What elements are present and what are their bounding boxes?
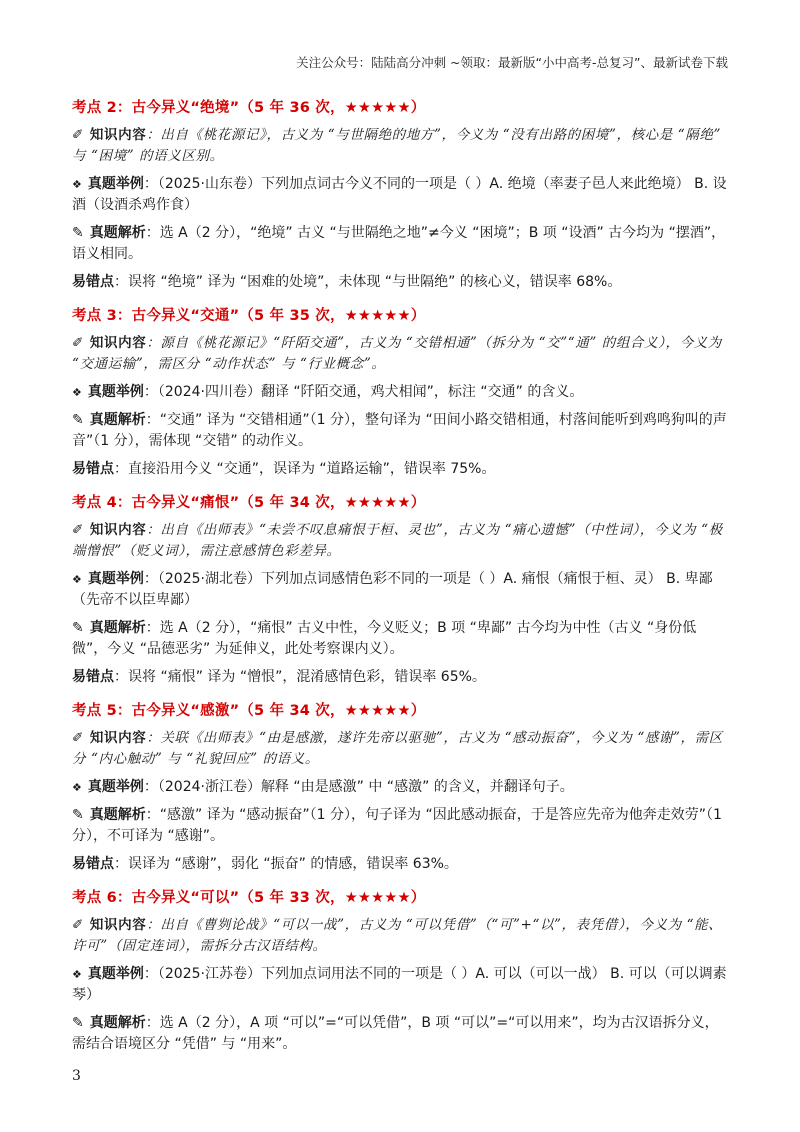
- mistake-text: ：误将 “痛恨” 译为 “憎恨”，混淆感情色彩，错误率 65%。: [114, 669, 486, 685]
- section-heading: 考点 3：古今异义“交通”（5 年 35 次，★★★★★）: [72, 308, 426, 324]
- example-text: ：（2024·四川卷）翻译 “阡陌交通，鸡犬相闻”，标注 “交通” 的含义。: [143, 384, 584, 400]
- knowledge-label: 知识内容: [89, 730, 147, 746]
- example-label: 真题举例: [87, 966, 144, 982]
- section-heading: 考点 6：古今异义“可以”（5 年 33 次，★★★★★）: [72, 890, 426, 906]
- analysis-label: 真题解析: [89, 412, 146, 428]
- knowledge-text: ：出自《曹刿论战》“可以一战”，古义为 “可以凭借”（“可”+“以”，表凭借），今义为 “能、许可”（固定连词），需拆分古汉语结构。: [72, 917, 723, 954]
- mistake-label: 易错点: [72, 274, 114, 290]
- diamond-icon: ❖: [72, 781, 82, 794]
- page-header: 关注公众号：陆陆高分冲刺 ~领取：最新版“小中高考-总复习”、最新试卷下载: [296, 55, 728, 70]
- example-label: 真题举例: [87, 779, 144, 795]
- pencil-icon: ✐: [72, 127, 84, 143]
- pen-icon: ✎: [72, 412, 84, 428]
- document-body: [72, 96, 730, 1066]
- analysis-row: [72, 618, 730, 660]
- mistake-label: 易错点: [72, 461, 114, 477]
- pencil-icon: ✐: [72, 917, 84, 933]
- example-row: [72, 964, 730, 1006]
- knowledge-row: [72, 728, 730, 770]
- example-row: [72, 174, 730, 216]
- page-number: 3: [72, 1068, 81, 1084]
- knowledge-text: ：源自《桃花源记》“阡陌交通”，古义为 “交错相通”（拆分为 “交”“通” 的组合义），今义为 “交通运输”，需区分 “动作状态” 与 “行业概念”。: [72, 335, 722, 372]
- section-gan-ji: [72, 699, 730, 875]
- analysis-label: 真题解析: [89, 225, 146, 241]
- pen-icon: ✎: [72, 225, 84, 241]
- knowledge-row: [72, 520, 730, 562]
- analysis-row: [72, 223, 730, 265]
- diamond-icon: ❖: [72, 573, 82, 586]
- analysis-row: [72, 1013, 730, 1055]
- mistake-label: 易错点: [72, 856, 114, 872]
- analysis-text: ：“交通” 译为 “交错相通”（1 分），整句译为 “田间小路交错相通，村落间能听到鸡鸣狗叫的声音”（1 分），需体现 “交错” 的动作义。: [72, 412, 727, 449]
- pen-icon: ✎: [72, 1015, 84, 1031]
- analysis-row: [72, 410, 730, 452]
- analysis-row: [72, 805, 730, 847]
- analysis-label: 真题解析: [89, 807, 146, 823]
- knowledge-text: ：出自《桃花源记》，古义为 “与世隔绝的地方”，今义为 “没有出路的困境”，核心是 “隔绝” 与 “困境” 的语义区别。: [72, 127, 721, 164]
- example-row: [72, 777, 730, 798]
- pen-icon: ✎: [72, 807, 84, 823]
- knowledge-label: 知识内容: [89, 335, 147, 351]
- mistake-text: ：直接沿用今义 “交通”，误译为 “道路运输”，错误率 75%。: [114, 461, 496, 477]
- analysis-text: ：选 A（2 分），“痛恨” 古义中性，今义贬义；B 项 “卑鄙” 古今均为中性（古义 “身份低微”，今义 “品德恶劣” 为延伸义，此处考察课内义）。: [72, 620, 697, 657]
- section-tong-hen: [72, 491, 730, 688]
- knowledge-label: 知识内容: [89, 917, 147, 933]
- analysis-text: ：“感激” 译为 “感动振奋”（1 分），句子译为 “因此感动振奋，于是答应先帝为他奔走效劳”（1 分），不可译为 “感谢”。: [72, 807, 722, 844]
- example-label: 真题举例: [87, 384, 144, 400]
- mistake-row: [72, 667, 730, 688]
- pencil-icon: ✐: [72, 335, 84, 351]
- mistake-text: ：误将 “绝境” 译为 “困难的处境”，未体现 “与世隔绝” 的核心义，错误率 68%。: [114, 274, 622, 290]
- example-text: ：（2025·山东卷）下列加点词古今义不同的一项是（ ）A. 绝境（率妻子邑人来此绝境） B. 设酒（设酒杀鸡作食）: [72, 176, 727, 213]
- mistake-label: 易错点: [72, 669, 114, 685]
- section-jiao-tong: [72, 304, 730, 480]
- knowledge-label: 知识内容: [89, 127, 147, 143]
- knowledge-row: [72, 915, 730, 957]
- mistake-text: ：误译为 “感谢”，弱化 “振奋” 的情感，错误率 63%。: [114, 856, 458, 872]
- analysis-text: ：选 A（2 分），A 项 “可以”=“可以凭借”，B 项 “可以”=“可以用来”，均为古汉语拆分义，需结合语境区分 “凭借” 与 “用来”。: [72, 1015, 719, 1052]
- section-jue-jing: [72, 96, 730, 293]
- analysis-label: 真题解析: [89, 620, 146, 636]
- example-row: [72, 569, 730, 611]
- mistake-row: [72, 272, 730, 293]
- section-heading: 考点 2：古今异义“绝境”（5 年 36 次，★★★★★）: [72, 100, 426, 116]
- knowledge-text: ：出自《出师表》“未尝不叹息痛恨于桓、灵也”，古义为 “痛心遗憾”（中性词），今义为 “极端憎恨”（贬义词），需注意感情色彩差异。: [72, 522, 723, 559]
- section-ke-yi: [72, 886, 730, 1055]
- knowledge-label: 知识内容: [89, 522, 147, 538]
- mistake-row: [72, 854, 730, 875]
- mistake-row: [72, 459, 730, 480]
- knowledge-text: ：关联《出师表》“由是感激，遂许先帝以驱驰”，古义为 “感动振奋”，今义为 “感谢”，需区分 “内心触动” 与 “礼貌回应” 的语义。: [72, 730, 723, 767]
- example-label: 真题举例: [87, 176, 144, 192]
- pencil-icon: ✐: [72, 522, 84, 538]
- section-heading: 考点 4：古今异义“痛恨”（5 年 34 次，★★★★★）: [72, 495, 426, 511]
- analysis-text: ：选 A（2 分），“绝境” 古义 “与世隔绝之地”≠今义 “困境”；B 项 “设酒” 古今均为 “摆酒”，语义相同。: [72, 225, 726, 262]
- analysis-label: 真题解析: [89, 1015, 146, 1031]
- example-row: [72, 382, 730, 403]
- section-heading: 考点 5：古今异义“感激”（5 年 34 次，★★★★★）: [72, 703, 426, 719]
- knowledge-row: [72, 125, 730, 167]
- example-text: ：（2025·湖北卷）下列加点词感情色彩不同的一项是（ ）A. 痛恨（痛恨于桓、灵） B. 卑鄙（先帝不以臣卑鄙）: [72, 571, 713, 608]
- diamond-icon: ❖: [72, 968, 82, 981]
- example-text: ：（2025·江苏卷）下列加点词用法不同的一项是（ ）A. 可以（可以一战） B. 可以（可以调素琴）: [72, 966, 727, 1003]
- diamond-icon: ❖: [72, 178, 82, 191]
- pen-icon: ✎: [72, 620, 84, 636]
- example-label: 真题举例: [87, 571, 144, 587]
- diamond-icon: ❖: [72, 386, 82, 399]
- example-text: ：（2024·浙江卷）解释 “由是感激” 中 “感激” 的含义，并翻译句子。: [143, 779, 574, 795]
- knowledge-row: [72, 333, 730, 375]
- pencil-icon: ✐: [72, 730, 84, 746]
